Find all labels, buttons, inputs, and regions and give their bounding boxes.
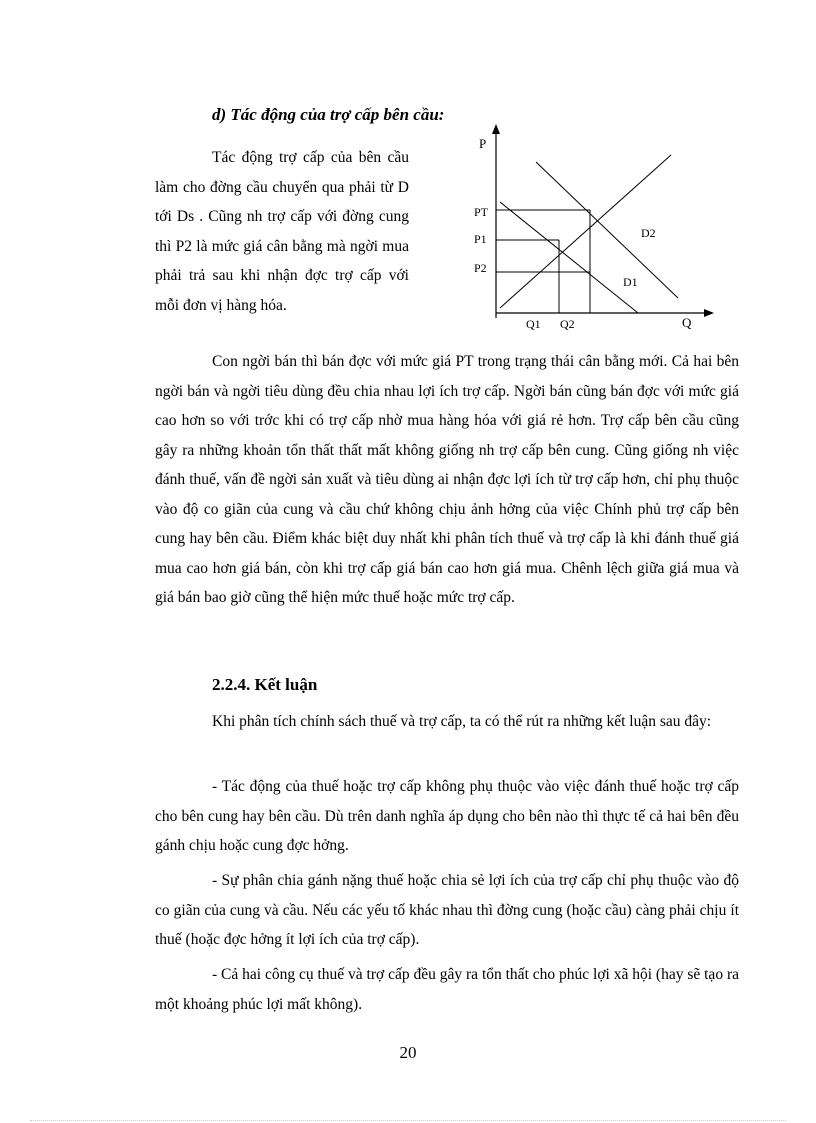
conclusion-point-1-text: - Tác động của thuế hoặc trợ cấp không phụ thuộc vào việc đánh thuế hoặc trợ cấp cho bên cung hay bên cầu. Dù trên danh nghĩa áp dụng cho bên nào thì thực tế cả hai bên đều gánh chịu hoặc cung đợc hởng.	[155, 778, 739, 854]
conclusion-point-3	[155, 960, 739, 1019]
page-number: 20	[399, 1043, 417, 1062]
quantity-label-q2: Q2	[560, 317, 575, 331]
subheading: d) Tác động của trợ cấp bên cầu:	[212, 105, 445, 124]
curve-label-d1: D1	[623, 275, 638, 289]
quantity-label-q1: Q1	[526, 317, 541, 331]
demand-curve-d2	[536, 162, 678, 298]
conclusion-point-3-text: - Cả hai công cụ thuế và trợ cấp đều gây ra tổn thất cho phúc lợi xã hội (hay sẽ tạo ra một khoảng phúc lợi mất không).	[155, 966, 739, 1013]
conclusion-point-1	[155, 772, 739, 861]
demand-subsidy-graph	[466, 120, 716, 340]
conclusion-heading: 2.2.4. Kết luận	[212, 675, 318, 694]
side-paragraph	[155, 143, 409, 320]
paragraph-1-text: Con ngời bán thì bán đợc với mức giá PT trong trạng thái cân bằng mới. Cả hai bên ngời bán và ngời tiêu dùng đều chia nhau lợi ích trợ cấp. Ngời bán cũng bán đợc với mức giá cao hơn so với trớc khi có trợ cấp nhờ mua hàng hóa với giá rẻ hơn. Trợ cấp bên cầu cũng gây ra những khoản tổn thất thất mất không giống nh trợ cấp bên cung. Cũng giống nh việc đánh thuế, vấn đề ngời sản xuất và tiêu dùng ai nhận đợc lợi ích từ trợ cấp hơn, chỉ phụ thuộc vào độ co giãn của cung và cầu chứ không chịu ảnh hởng của việc Chính phủ trợ cấp bên cung hay bên cầu. Điểm khác biệt duy nhất khi phân tích thuế và trợ cấp là khi đánh thuế giá mua cao hơn giá bán, còn khi trợ cấp giá bán cao hơn giá mua. Chênh lệch giữa giá mua và giá bán bao giờ cũng thể hiện mức thuế hoặc mức trợ cấp.	[155, 353, 739, 606]
paragraph-seller-benefit	[155, 347, 739, 613]
price-label-p2: P2	[474, 261, 487, 275]
page-bottom-divider	[30, 1120, 786, 1121]
demand-curve-d1	[500, 202, 638, 313]
x-axis-label: Q	[682, 315, 692, 330]
conclusion-intro-text: Khi phân tích chính sách thuế và trợ cấp, ta có thể rút ra những kết luận sau đây:	[212, 713, 712, 730]
conclusion-point-2	[155, 866, 739, 955]
y-axis-arrow	[492, 124, 500, 134]
x-axis-arrow	[704, 309, 714, 317]
curve-label-d2: D2	[641, 226, 656, 240]
price-label-p1: P1	[474, 232, 487, 246]
y-axis-label: P	[479, 136, 487, 151]
price-label-pt: PT	[474, 205, 489, 219]
conclusion-intro	[155, 707, 739, 737]
conclusion-point-2-text: - Sự phân chia gánh nặng thuế hoặc chia sẻ lợi ích của trợ cấp chỉ phụ thuộc vào độ co giãn của cung và cầu. Nếu các yếu tố khác nhau thì đờng cung (hoặc cầu) càng phải chịu ít thuế (hoặc đợc hởng ít lợi ích của trợ cấp).	[155, 872, 739, 948]
side-paragraph-text: Tác động trợ cấp của bên cầu làm cho đờng cầu chuyển qua phải từ D tới Ds . Cũng nh trợ cấp với đờng cung thì P2 là mức giá cân bằng mà ngời mua phải trả sau khi nhận đợc trợ cấp với mỗi đơn vị hàng hóa.	[155, 149, 409, 314]
